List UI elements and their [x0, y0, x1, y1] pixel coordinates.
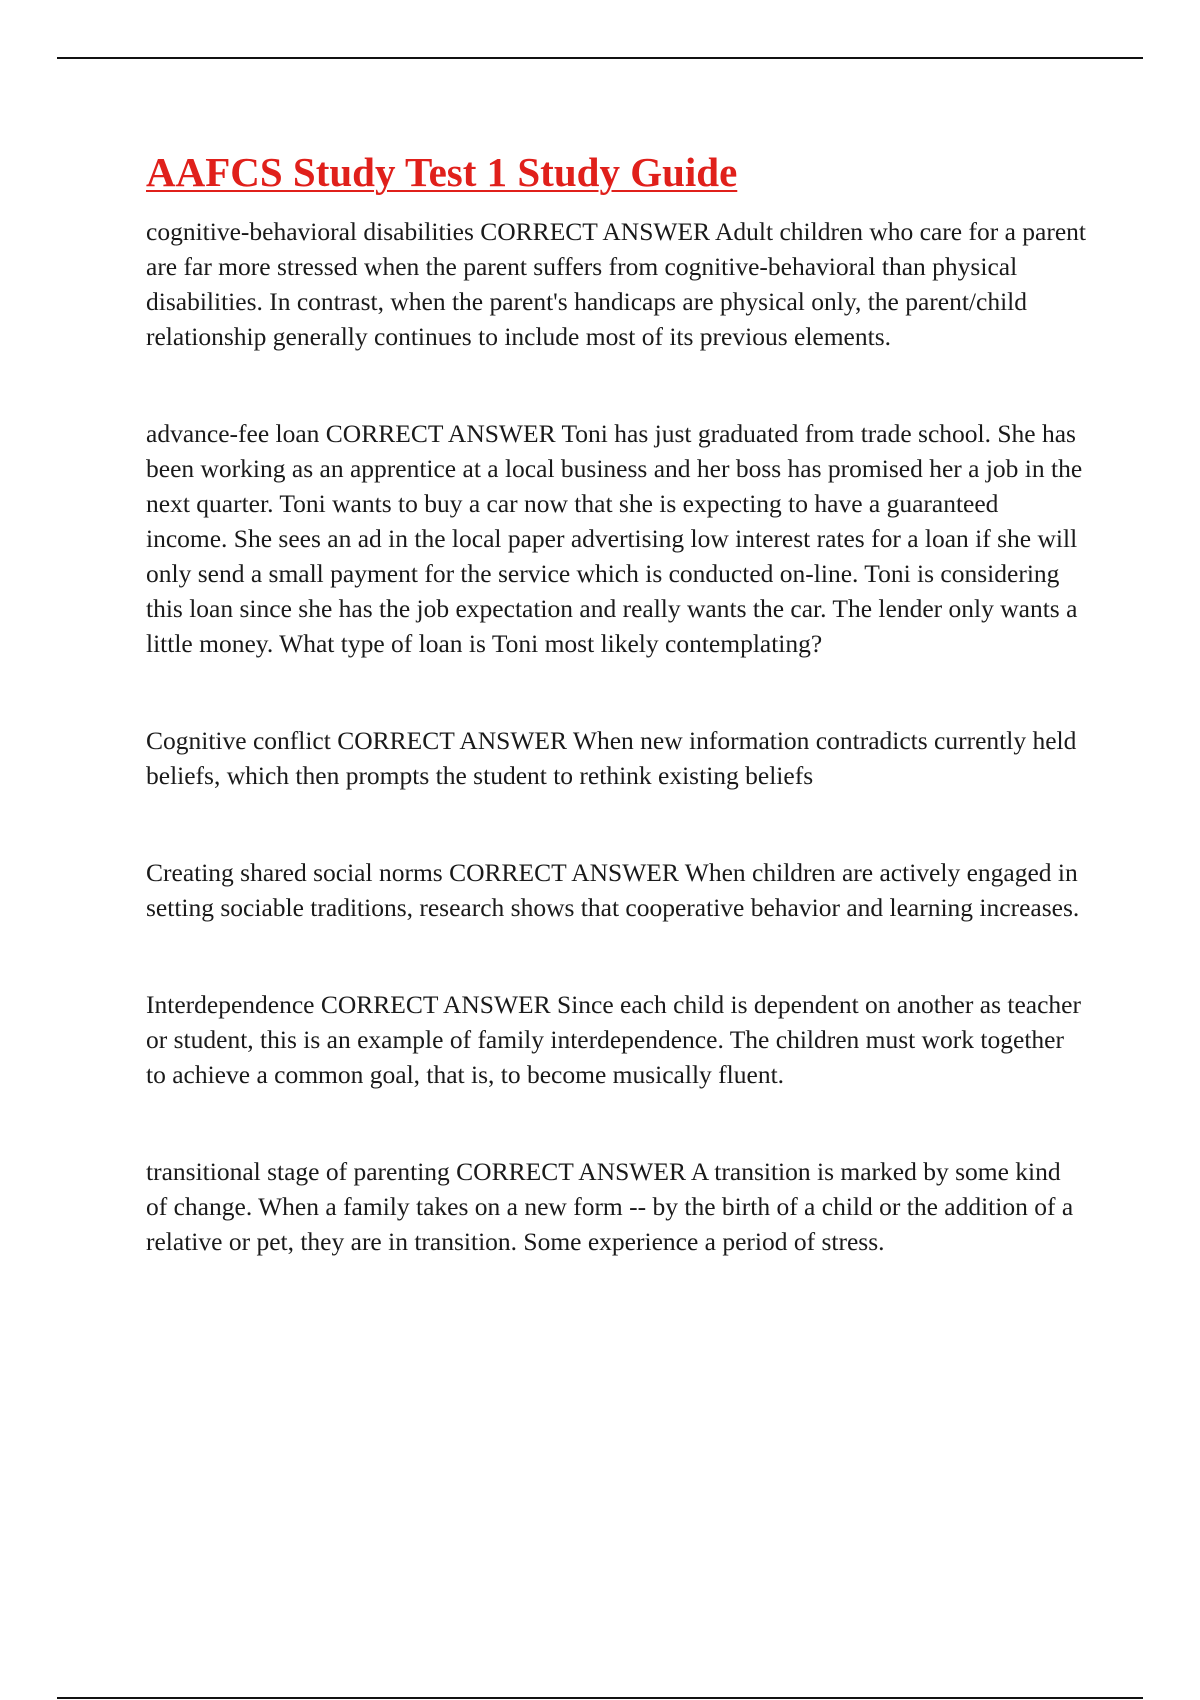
entry-answer: When children are actively engaged in setting sociable traditions, research shows that cooperative behavior and learning increases. [146, 858, 1080, 922]
document-title: AAFCS Study Test 1 Study Guide [146, 149, 738, 195]
study-entry [146, 214, 1086, 354]
study-entry [146, 855, 1086, 925]
study-entry [146, 1154, 1086, 1259]
study-entry [146, 416, 1086, 661]
entry-term: transitional stage of parenting [146, 1157, 450, 1186]
study-entry [146, 987, 1086, 1092]
entry-term: Cognitive conflict [146, 726, 331, 755]
bottom-rule [57, 1697, 1143, 1699]
correct-answer-marker: CORRECT ANSWER [320, 990, 551, 1019]
document-body [146, 144, 1086, 1321]
correct-answer-marker: CORRECT ANSWER [449, 858, 679, 887]
correct-answer-marker: CORRECT ANSWER [456, 1157, 686, 1186]
correct-answer-marker: CORRECT ANSWER [325, 419, 556, 448]
entry-answer: Toni has just graduated from trade school. She has been working as an apprentice at a local business and her boss has promised her a job in the next quarter. Toni wants to buy a car now that she is expecting to have a guaranteed income. She sees an ad in the local paper advertising low interest rates for a loan if she will only send a small payment for the service which is conducted on-line. Toni is considering this loan since she has the job expectation and really wants the car. The lender only wants a little money. What type of loan is Toni most likely contemplating? [146, 419, 1083, 658]
entry-term: Interdependence [146, 990, 315, 1019]
entry-answer: A transition is marked by some kind of change. When a family takes on a new form -- by the birth of a child or the addition of a relative or pet, they are in transition. Some experience a period of stress. [146, 1157, 1074, 1256]
entry-answer: When new information contradicts currently held beliefs, which then prompts the student to rethink existing beliefs [146, 726, 1077, 790]
entry-term: advance-fee loan [146, 419, 320, 448]
correct-answer-marker: CORRECT ANSWER [480, 217, 711, 246]
entry-answer: Adult children who care for a parent are far more stressed when the parent suffers from cognitive-behavioral than physical disabilities. In contrast, when the parent's handicaps are physical only, the parent/child relationship generally continues to include most of its previous elements. [146, 217, 1087, 351]
entry-term: cognitive-behavioral disabilities [146, 217, 474, 246]
top-rule [57, 57, 1143, 59]
correct-answer-marker: CORRECT ANSWER [337, 726, 567, 755]
study-entry [146, 723, 1086, 793]
entry-answer: Since each child is dependent on another as teacher or student, this is an example of family interdependence. The children must work together to achieve a common goal, that is, to become musically fluent. [146, 990, 1081, 1089]
entry-term: Creating shared social norms [146, 858, 443, 887]
